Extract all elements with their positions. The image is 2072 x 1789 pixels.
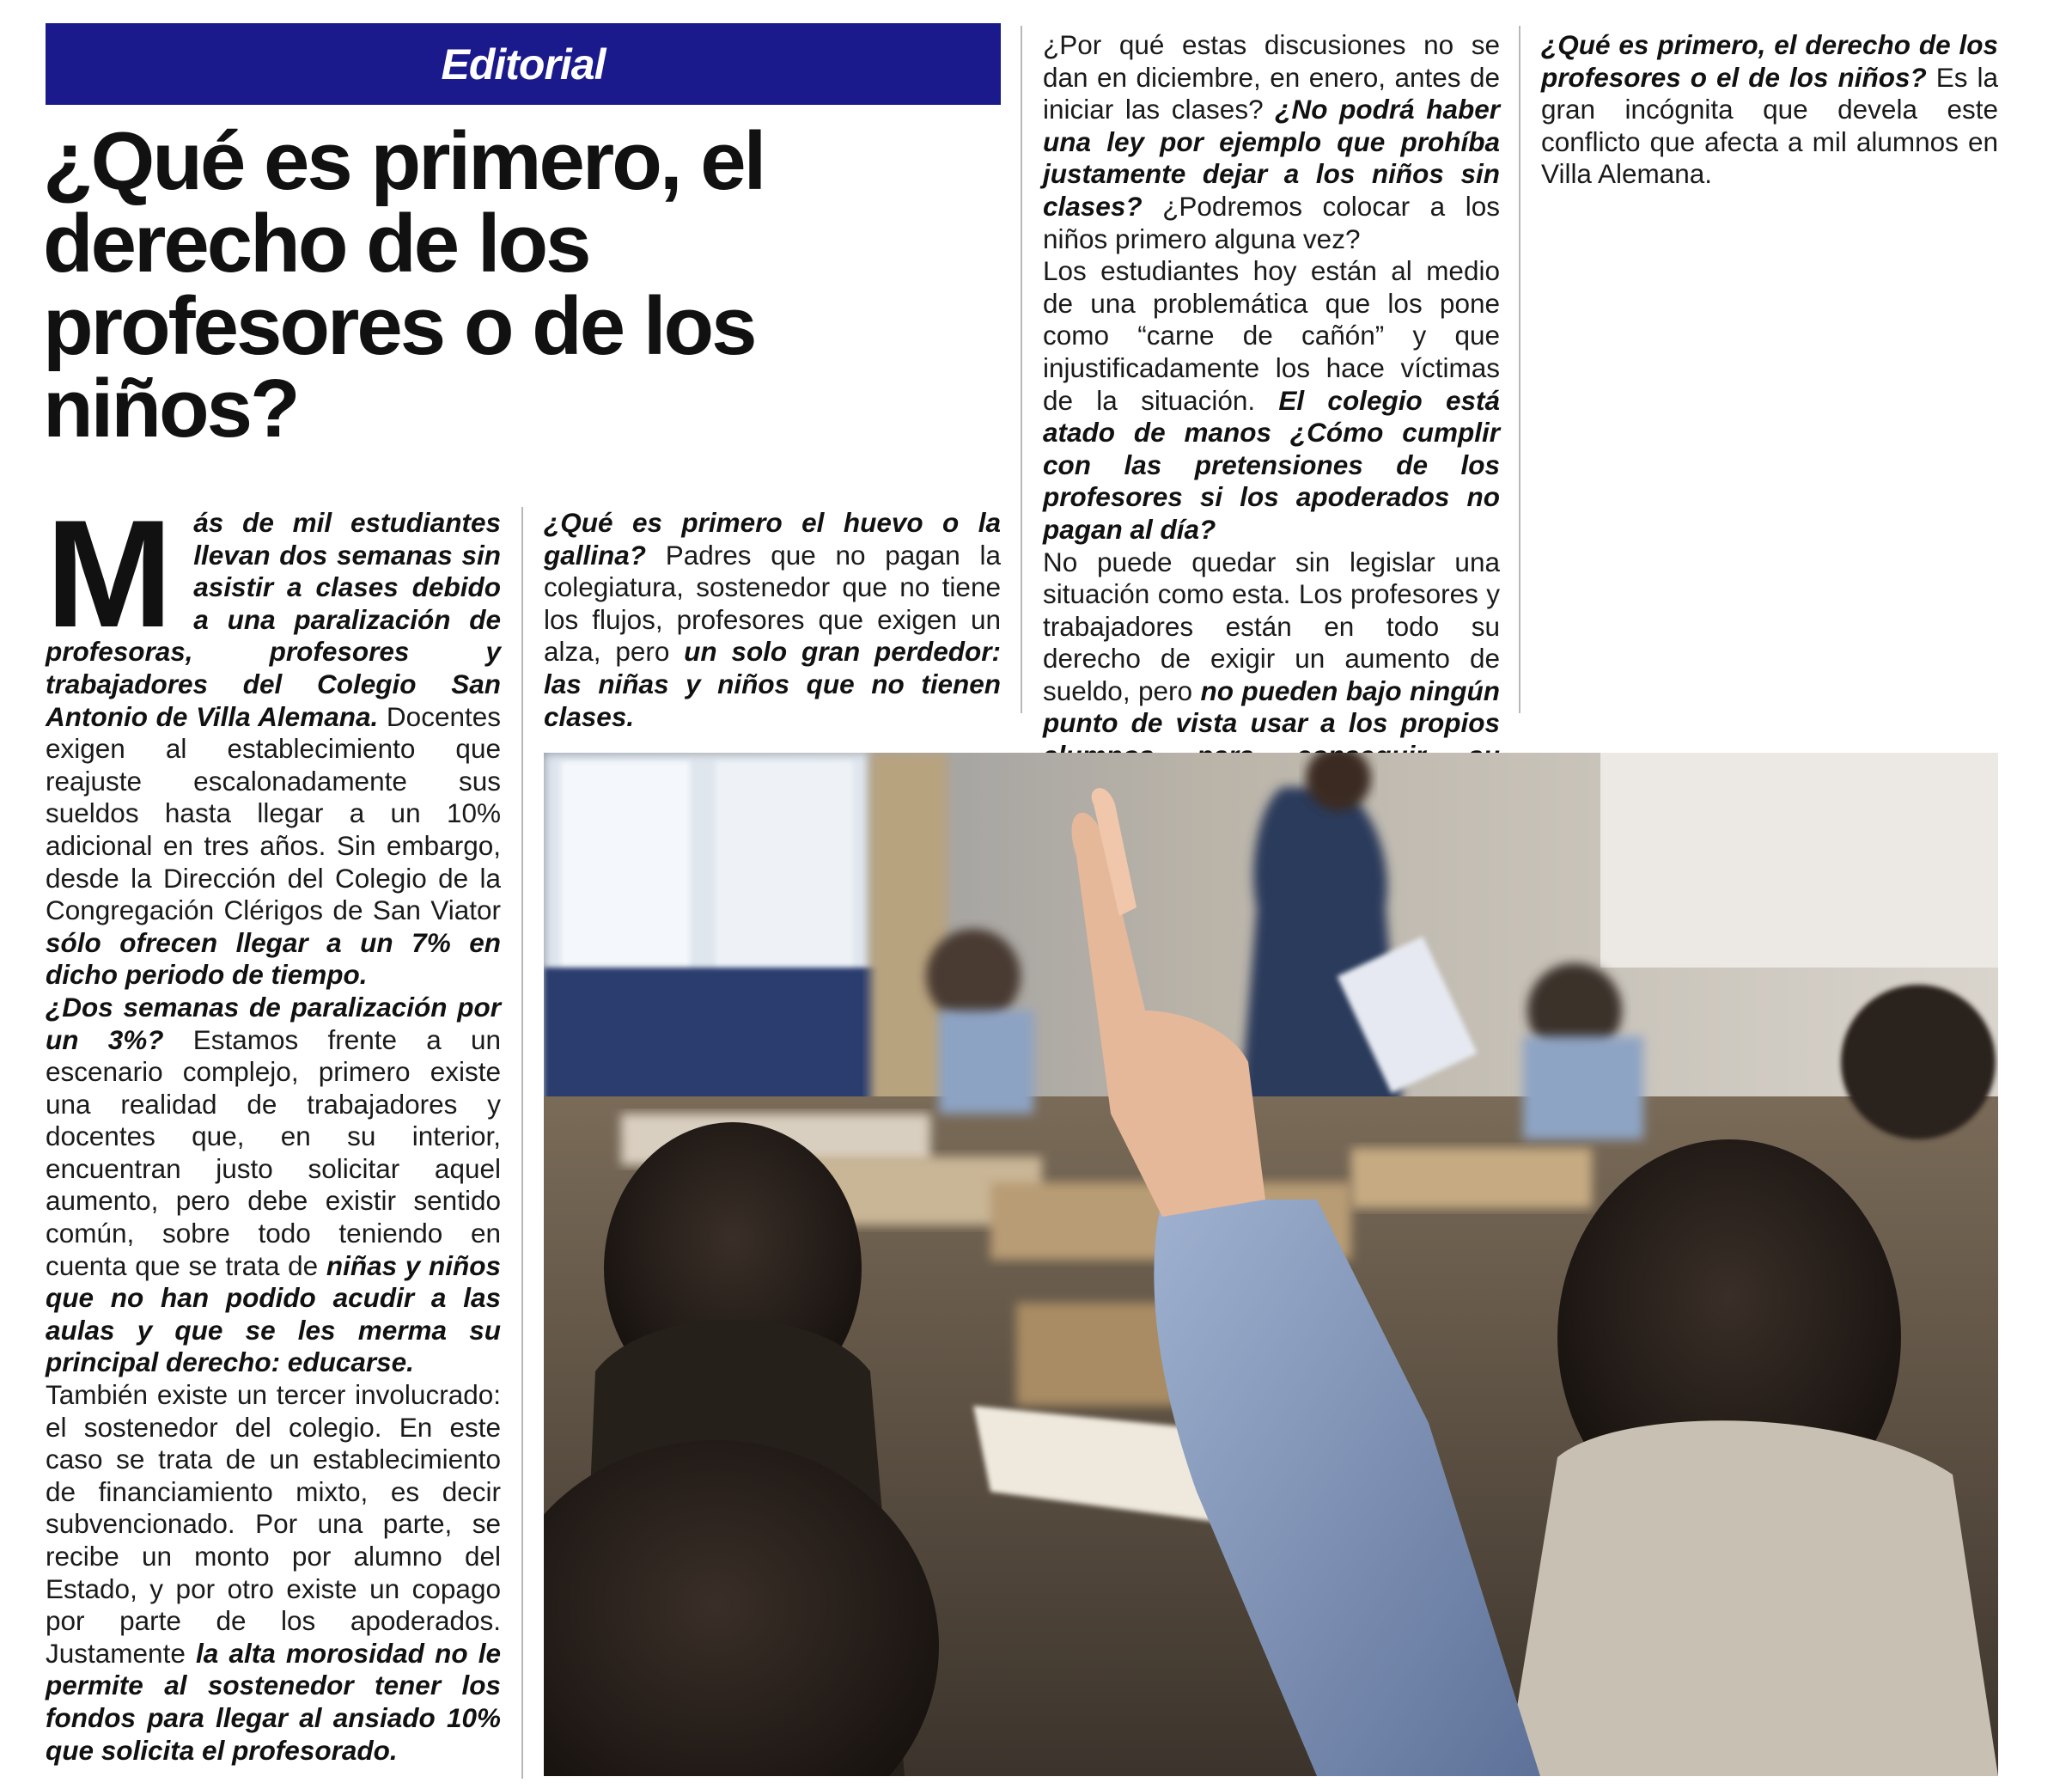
body-text: No puede quedar sin legislar una situación como esta. Los profesores y trabajadores están en todo su derecho de exigir un aumento de sueldo, pero: [1043, 546, 1500, 706]
headline: ¿Qué es primero, el derecho de los profesores o de los niños?: [43, 115, 765, 455]
section-banner: [46, 23, 1001, 105]
column-divider: [521, 507, 523, 1779]
article-paragraph: [544, 507, 1001, 733]
emphasis-text: ás de mil estudiantes llevan dos semanas sin asistir a clases debido a una paralización de profesoras, profesores y trabajadores del Colegio San Antonio de Villa Alemana.: [46, 507, 501, 732]
emphasis-text: ¿Qué es primero, el derecho de los profesores o el de los niños?: [1541, 29, 1998, 93]
section-label: Editorial: [441, 40, 606, 89]
emphasis-text: la alta morosidad no le permite al sostenedor tener los fondos para llegar al ansiado 10% que solicita el profesorado.: [46, 1637, 501, 1766]
article-paragraph: [46, 488, 501, 992]
article-paragraph: [1043, 29, 1500, 255]
body-text: Estamos frente a un escenario complejo, primero existe una realidad de trabajadores y docentes que, en su interior, encuentran justo solicitar aquel aumento, pero debe existir sentido común, sobre todo teniendo en cuenta que se trata de: [46, 1023, 501, 1281]
body-text: Docentes exigen al establecimiento que reajuste escalonadamente sus sueldos hasta llegar a un 10% adicional en tres años. Sin embargo, desde la Dirección del Colegio de la Congregación Clérigos de San Viator: [46, 700, 501, 926]
article-column-2: [544, 507, 1001, 733]
body-text: Es la gran incógnita que devela este conflicto que afecta a mil alumnos en Villa Alemana.: [1541, 61, 1998, 190]
emphasis-text: no pueden bajo ningún punto de vista usar a los propios: [1043, 675, 1500, 739]
emphasis-text: sólo ofrecen llegar a un 7% en dicho periodo de tiempo.: [46, 926, 501, 991]
article-paragraph: [1541, 29, 1998, 191]
article-column-4: [1541, 29, 1998, 191]
emphasis-text: niñas y niños que no han podido acudir a las aulas y que se les merma su principal derecho: educarse.: [46, 1249, 501, 1378]
column-divider: [1519, 26, 1520, 713]
column-divider: [1021, 26, 1022, 713]
article-paragraph: [1043, 255, 1500, 546]
classroom-photo: [544, 753, 1998, 1776]
emphasis-text: un solo gran perdedor: las niñas y niños que no tienen clases.: [544, 636, 1002, 732]
emphasis-text: ¿Dos semanas de paralización por un 3%?: [46, 991, 501, 1055]
body-text: También existe un tercer involucrado: el sostenedor del colegio. En este caso se trata de un establecimiento de financiamiento mixto, es decir subvencionado. Por una parte, se recibe un monto por alumno del Estado, y por otro existe un copago por parte de los apoderados. Justamente: [46, 1379, 501, 1669]
emphasis-text: ¿No podrá haber una ley por ejemplo que prohíba justamente dejar a los niños sin clases?: [1043, 94, 1500, 222]
body-text: ¿Podremos colocar a los niños primero alguna vez?: [1043, 190, 1500, 254]
emphasis-text: ¿Qué es primero el huevo o la gallina?: [544, 507, 1001, 571]
drop-cap: M: [46, 488, 174, 659]
article-column-1: [46, 488, 501, 1767]
classroom-photo-illustration: [544, 753, 1998, 1776]
body-text: ¿Por qué estas discusiones no se dan en diciembre, en enero, antes de iniciar las clases?: [1043, 29, 1500, 125]
article-paragraph: [46, 992, 501, 1379]
article-paragraph: [46, 1379, 501, 1767]
body-text: Padres que no pagan la colegiatura, sostenedor que no tiene los flujos, profesores que exigen un alza, pero: [544, 539, 1001, 668]
body-text: Los estudiantes hoy están al medio de una problemática que los pone como “carne de cañón” y que injustificadamente los hace víctimas de la situación.: [1043, 255, 1500, 416]
emphasis-text: El colegio está atado de manos ¿Cómo cumplir con las pretensiones de los profesores si los apoderados no pagan al día?: [1043, 384, 1500, 545]
